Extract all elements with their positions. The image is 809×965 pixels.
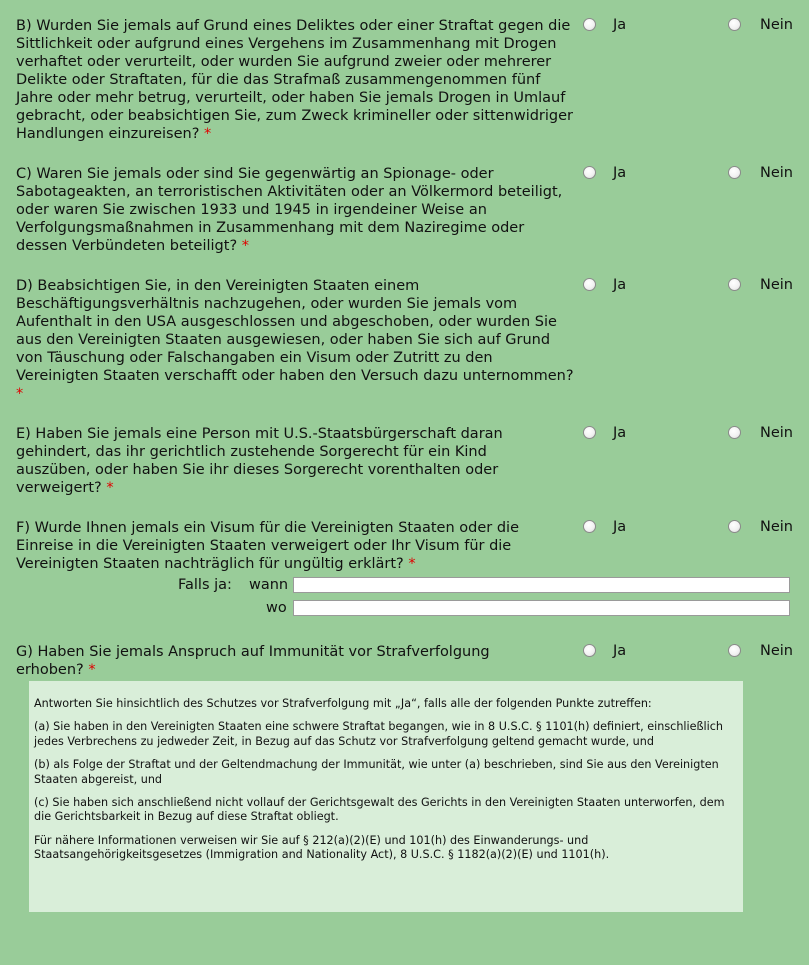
required-mark: * — [204, 126, 212, 142]
question-c-no-radio[interactable] — [728, 166, 741, 179]
required-mark: * — [408, 556, 416, 572]
question-e-yes-label[interactable]: Ja — [613, 425, 627, 441]
question-g-yes-label[interactable]: Ja — [613, 643, 627, 659]
required-mark: * — [241, 238, 250, 254]
question-f-text: F) Wurde Ihnen jemals ein Visum für die Vereinigten Staaten oder die Einreise in die Vereinigten Staaten verweigert oder Ihr Visum für die Vereinigten Staaten nachträglich für ungültig erklärt? — [16, 520, 519, 572]
question-b-no-radio[interactable] — [728, 18, 741, 31]
followup-when-input[interactable] — [293, 577, 790, 593]
question-g-text: G) Haben Sie jemals Anspruch auf Immunität vor Strafverfolgung erhoben? — [16, 644, 490, 678]
info-point-b: (b) als Folge der Straftat und der Geltendmachung der Immunität, wie unter (a) beschrieben, sind Sie aus den Vereinigten Staaten abgereist, und — [34, 758, 719, 786]
question-d-yes-label[interactable]: Ja — [613, 277, 627, 293]
followup-where-label: wo — [266, 600, 287, 616]
question-c-yes-radio[interactable] — [583, 166, 596, 179]
question-e-text: E) Haben Sie jemals eine Person mit U.S.-Staatsbürgerschaft daran gehindert, das ihr gerichtlich zustehende Sorgerecht für ein Kind auszüben, oder haben Sie ihr dieses Sorgerecht vorenthalten oder verweigert? — [16, 426, 503, 496]
question-c-no-label[interactable]: Nein — [760, 165, 793, 181]
question-f-no-label[interactable]: Nein — [760, 519, 793, 535]
question-c-yes-label[interactable]: Ja — [613, 165, 627, 181]
question-d-text: D) Beabsichtigen Sie, in den Vereinigten Staaten einem Beschäftigungsverhältnis nachzugehen, oder wurden Sie jemals vom Aufenthalt in den USA ausgeschlossen und abgeschoben, oder wurden Sie aus den Vereinigten Staaten ausgewiesen, oder haben Sie sich auf Grund von Täuschung oder Falschangaben ein Visum oder Zutritt zu den Vereinigten Staaten verschafft oder haben den Versuch dazu unternommen? — [16, 278, 574, 384]
info-point-c: (c) Sie haben sich anschließend nicht vollauf der Gerichtsgewalt des Gerichts in den Vereinigten Staaten unterworfen, dem die Gerichtsbarkeit in Bezug auf diese Straftat obliegt. — [34, 796, 725, 824]
question-d-no-radio[interactable] — [728, 278, 741, 291]
question-d-yes-radio[interactable] — [583, 278, 596, 291]
question-f-yes-label[interactable]: Ja — [613, 519, 627, 535]
followup-where-input[interactable] — [293, 600, 790, 616]
info-more: Für nähere Informationen verweisen wir Sie auf § 212(a)(2)(E) und 101(h) des Einwanderungs- und Staatsangehörigkeitsgesetzes (Immigration and Nationality Act), 8 U.S.C. § 1182(a)(2)(E) und 1101(h). — [34, 833, 610, 862]
question-g-no-label[interactable]: Nein — [760, 643, 793, 659]
question-g-no-radio[interactable] — [728, 644, 741, 657]
followup-when-label: wann — [249, 577, 289, 593]
question-b-yes-label[interactable]: Ja — [613, 17, 627, 33]
required-mark: * — [88, 662, 96, 678]
question-b-no-label[interactable]: Nein — [760, 17, 793, 33]
question-e-yes-radio[interactable] — [583, 426, 596, 439]
info-point-a: (a) Sie haben in den Vereinigten Staaten eine schwere Straftat begangen, wie in 8 U.S.C. § 1101(h) definiert, einschließlich jedes Verbrechens zu jedweder Zeit, in Bezug auf das Schutz vor Strafverfolgung geltend gemacht wurde, und — [34, 720, 724, 748]
question-b-text: B) Wurden Sie jemals auf Grund eines Deliktes oder einer Straftat gegen die Sittlichkeit oder aufgrund eines Vergehens im Zusammenhang mit Drogen verhaftet oder verurteilt, oder wurden Sie aufgrund zweier oder mehrerer Delikte oder Straftaten, für die das Strafmaß zusammengenommen fünf Jahre oder mehr betrug, verurteilt, oder haben Sie jemals Drogen in Umlauf gebracht, oder beabsichtigen Sie, zum Zweck krimineller oder sittenwidriger Handlungen einzureisen? — [16, 18, 574, 142]
question-b-yes-radio[interactable] — [583, 18, 596, 31]
question-e-no-radio[interactable] — [728, 426, 741, 439]
required-mark: * — [16, 386, 24, 402]
question-g-yes-radio[interactable] — [583, 644, 596, 657]
required-mark: * — [106, 480, 114, 496]
followup-prefix-label: Falls ja: — [178, 577, 232, 593]
question-d-no-label[interactable]: Nein — [760, 277, 793, 293]
question-f-yes-radio[interactable] — [583, 520, 596, 533]
question-c-text: C) Waren Sie jemals oder sind Sie gegenwärtig an Spionage- oder Sabotageakten, an terroristischen Aktivitäten oder an Völkermord beteiligt, oder waren Sie zwischen 1933 und 1945 in irgendeiner Weise an Verfolgungsmaßnahmen in Zusammenhang mit dem Naziregime oder dessen Verbündeten beteiligt? — [16, 166, 563, 254]
immunity-info-box — [29, 681, 743, 912]
question-f-no-radio[interactable] — [728, 520, 741, 533]
question-e-no-label[interactable]: Nein — [760, 425, 793, 441]
info-intro: Antworten Sie hinsichtlich des Schutzes vor Strafverfolgung mit „Ja“, falls alle der folgenden Punkte zutreffen: — [34, 697, 652, 710]
